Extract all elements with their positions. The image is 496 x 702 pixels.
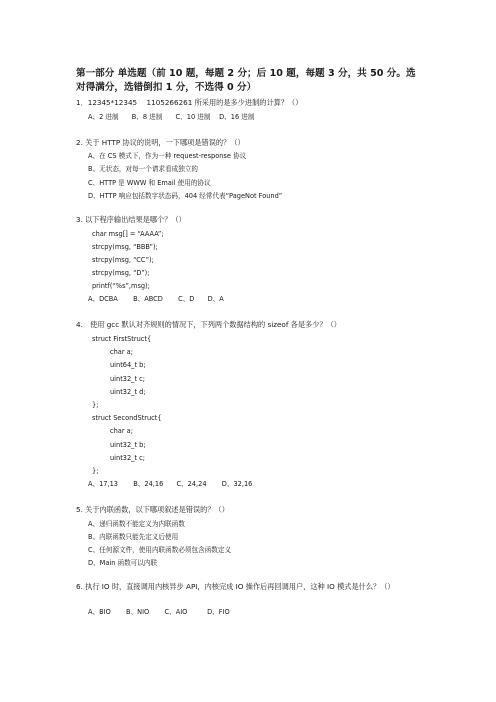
code-line: }; <box>92 401 99 409</box>
question-1-options: A、2 进制 B、8 进制 C、10 进制 D、16 进制 <box>88 113 255 121</box>
code-line: strcpy(msg, “CC”); <box>92 256 154 264</box>
question-1-title: 1．12345*12345 1105266261 所采用的是多少进制的计算？（） <box>76 98 303 107</box>
code-line: uint64_t b; <box>110 361 146 369</box>
code-line: char a; <box>110 348 133 356</box>
question-2-option-d: D、HTTP 响应包括数字状态码，404 经常代表“PageNot Found” <box>88 192 283 200</box>
section-heading-line-1: 第一部分 单选题（前 10 题，每题 2 分；后 10 题，每题 3 分，共 50 分。选 <box>76 68 416 79</box>
question-5-option-d: D、Main 函数可以内联 <box>88 559 158 567</box>
code-line: uint32_t c; <box>110 375 145 383</box>
code-line: printf(“%s”,msg); <box>92 282 150 290</box>
question-6-options: A、BIO B、NIO C、AIO D、FIO <box>88 608 230 616</box>
code-line: char a; <box>110 427 133 435</box>
code-line: uint32_t c; <box>110 454 145 462</box>
code-line: uint32_t b; <box>110 441 146 449</box>
question-2-option-b: B、无状态，对每一个请求看成独立的 <box>88 165 199 173</box>
question-2-option-a: A、在 CS 模式下，作为一种 request-response 协议 <box>88 152 247 160</box>
question-2-option-c: C、HTTP 是 WWW 和 Email 使用的协议 <box>88 179 211 187</box>
question-5-option-c: C、任何源文件，使用内联函数必须包含函数定义 <box>88 546 232 554</box>
question-6-title: 6. 执行 IO 时，直接调用内核异步 API，内核完成 IO 操作后再回调用户，这种 IO 模式是什么？（） <box>76 582 395 591</box>
question-3-title: 3. 以下程序输出结果是哪个？（） <box>76 215 186 224</box>
question-4-options: A、17,13 B、24,16 C、24,24 D、32,16 <box>88 480 253 488</box>
question-5-option-a: A、递归函数不能定义为内联函数 <box>88 520 185 528</box>
section-heading <box>76 67 436 95</box>
question-5-title: 5. 关于内联函数，以下哪项叙述是错误的？（） <box>76 505 229 514</box>
code-line: struct SecondStruct{ <box>92 414 162 422</box>
question-2-title: 2. 关于 HTTP 协议的说明，一下哪项是错误的？（） <box>76 138 245 147</box>
code-line: }; <box>92 467 99 475</box>
question-5-option-b: B、内联函数只能先定义后使用 <box>88 533 179 541</box>
section-heading-line-2: 对得满分，选错倒扣 1 分，不选得 0 分） <box>76 82 257 93</box>
question-3-options: A、DCBA B、ABCD C、D D、A <box>88 295 224 303</box>
code-line: strcpy(msg, “BBB”); <box>92 243 158 251</box>
code-line: struct FirstStruct{ <box>92 335 152 343</box>
code-line: char msg[] = “AAAA”; <box>92 230 164 238</box>
question-4-title: 4. 使用 gcc 默认对齐规则的情况下，下列两个数据结构的 sizeof 各是多少？（） <box>76 320 341 329</box>
code-line: uint32_t d; <box>110 388 146 396</box>
code-line: strcpy(msg, “D”); <box>92 269 150 277</box>
